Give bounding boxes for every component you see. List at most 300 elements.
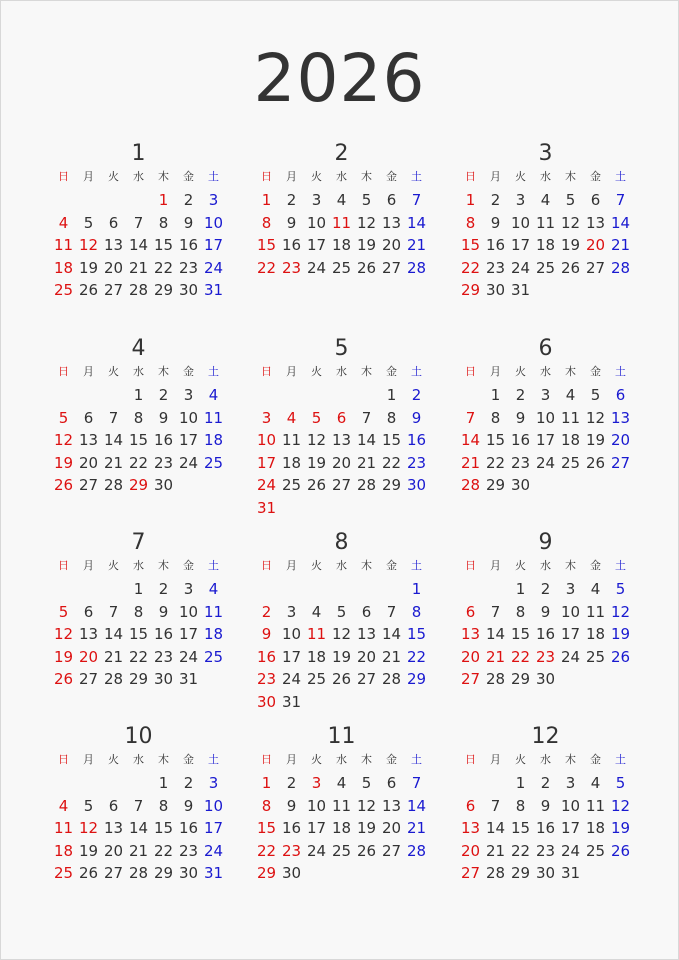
day-cell: 12 [610, 602, 631, 621]
day-cell: 27 [460, 864, 481, 883]
day-cell: 15 [485, 431, 506, 450]
day-cell: 18 [203, 431, 224, 450]
day-cell: 2 [515, 386, 526, 404]
day-cell: 21 [610, 236, 631, 255]
weekday-header [51, 556, 226, 576]
day-cell: 18 [585, 625, 606, 644]
day-cell: 7 [490, 796, 501, 815]
week-row [254, 429, 429, 452]
week-row [254, 474, 429, 497]
day-cell: 30 [535, 670, 556, 689]
day-cell: 9 [158, 408, 169, 427]
weekday-label: 土 [615, 170, 626, 183]
day-cell: 25 [585, 841, 606, 860]
weekday-label: 水 [133, 753, 144, 766]
weekday-label: 土 [615, 365, 626, 378]
day-cell: 1 [261, 774, 272, 792]
weekday-label: 金 [386, 753, 397, 766]
day-cell: 11 [53, 236, 74, 255]
day-cell: 8 [465, 213, 476, 232]
week-row [254, 578, 429, 601]
day-cell: 8 [261, 796, 272, 815]
month-title: 3 [538, 141, 553, 166]
day-cell: 14 [128, 236, 149, 255]
day-cell: 11 [331, 213, 352, 232]
day-cell: 2 [540, 580, 551, 598]
week-row [254, 668, 429, 691]
day-cell: 5 [83, 796, 94, 815]
weekday-label: 土 [208, 170, 219, 183]
day-cell: 22 [381, 453, 402, 472]
day-cell: 17 [560, 819, 581, 838]
empty-cell [329, 384, 354, 407]
weekday-header [254, 556, 429, 576]
day-cell: 15 [406, 625, 427, 644]
day-cell: 24 [560, 647, 581, 666]
week-row [458, 452, 633, 475]
day-cell: 15 [153, 236, 174, 255]
day-cell: 23 [153, 453, 174, 472]
day-cell: 14 [406, 213, 427, 232]
weekday-label: 水 [336, 559, 347, 572]
month-title: 11 [327, 724, 356, 749]
weekday-label: 金 [590, 365, 601, 378]
day-cell: 19 [53, 453, 74, 472]
week-row [254, 257, 429, 280]
weekday-label: 火 [311, 365, 322, 378]
weekday-label: 水 [336, 753, 347, 766]
day-cell: 17 [178, 431, 199, 450]
day-cell: 29 [381, 476, 402, 495]
month-block [254, 336, 429, 520]
day-cell: 10 [560, 602, 581, 621]
day-cell: 7 [411, 191, 422, 209]
week-row [51, 257, 226, 280]
day-cell: 15 [460, 236, 481, 255]
day-cell: 23 [510, 453, 531, 472]
month-title: 7 [131, 530, 146, 555]
day-cell: 20 [610, 431, 631, 450]
day-cell: 28 [610, 258, 631, 277]
day-cell: 8 [490, 408, 501, 427]
empty-cell [354, 384, 379, 407]
day-cell: 3 [261, 408, 272, 427]
day-cell: 4 [208, 580, 219, 598]
weekday-label: 月 [490, 559, 501, 572]
day-cell: 18 [331, 236, 352, 255]
day-cell: 15 [256, 236, 277, 255]
week-row [51, 601, 226, 624]
day-cell: 18 [53, 841, 74, 860]
weekday-label: 水 [540, 753, 551, 766]
day-cell: 14 [128, 819, 149, 838]
empty-cell [304, 578, 329, 601]
weekday-label: 水 [133, 559, 144, 572]
empty-cell [458, 772, 483, 795]
day-cell: 20 [585, 236, 606, 255]
weekday-label: 木 [565, 753, 576, 766]
week-row [254, 212, 429, 235]
day-cell: 10 [203, 213, 224, 232]
day-cell: 13 [103, 819, 124, 838]
day-cell: 15 [128, 431, 149, 450]
day-cell: 3 [183, 386, 194, 404]
weekday-label: 土 [411, 365, 422, 378]
weekday-label: 木 [158, 753, 169, 766]
empty-cell [76, 189, 101, 212]
weekday-label: 日 [465, 365, 476, 378]
day-cell: 10 [178, 602, 199, 621]
day-cell: 22 [256, 258, 277, 277]
day-cell: 12 [356, 796, 377, 815]
week-row [458, 840, 633, 863]
empty-cell [458, 384, 483, 407]
day-cell: 26 [356, 841, 377, 860]
day-cell: 30 [485, 281, 506, 300]
day-cell: 27 [78, 476, 99, 495]
day-cell: 23 [153, 647, 174, 666]
weekday-label: 火 [515, 559, 526, 572]
day-cell: 28 [128, 864, 149, 883]
day-cell: 12 [610, 796, 631, 815]
weekday-label: 金 [386, 170, 397, 183]
month-title: 5 [334, 336, 349, 361]
day-cell: 24 [281, 670, 302, 689]
weekday-label: 日 [261, 170, 272, 183]
weekday-label: 火 [515, 170, 526, 183]
day-cell: 24 [203, 841, 224, 860]
day-cell: 26 [78, 864, 99, 883]
day-cell: 22 [460, 258, 481, 277]
day-cell: 9 [540, 796, 551, 815]
weekday-label: 木 [361, 753, 372, 766]
weekday-label: 水 [133, 365, 144, 378]
day-cell: 16 [178, 236, 199, 255]
day-cell: 14 [610, 213, 631, 232]
day-cell: 26 [585, 453, 606, 472]
day-cell: 17 [306, 819, 327, 838]
day-cell: 30 [178, 281, 199, 300]
day-cell: 23 [178, 841, 199, 860]
day-cell: 6 [386, 774, 397, 792]
day-cell: 5 [361, 774, 372, 792]
day-cell: 31 [256, 498, 277, 517]
day-cell: 13 [460, 625, 481, 644]
day-cell: 30 [535, 864, 556, 883]
empty-cell [101, 772, 126, 795]
weekday-label: 月 [286, 753, 297, 766]
day-cell: 17 [203, 819, 224, 838]
day-cell: 31 [203, 864, 224, 883]
week-row [254, 601, 429, 624]
day-cell: 15 [128, 625, 149, 644]
day-cell: 1 [515, 580, 526, 598]
day-cell: 7 [361, 408, 372, 427]
day-cell: 28 [485, 670, 506, 689]
weekday-label: 月 [490, 365, 501, 378]
weekday-label: 日 [261, 559, 272, 572]
day-cell: 19 [356, 236, 377, 255]
day-cell: 19 [53, 647, 74, 666]
empty-cell [126, 772, 151, 795]
day-cell: 25 [585, 647, 606, 666]
week-row [458, 578, 633, 601]
day-cell: 17 [256, 453, 277, 472]
day-cell: 14 [381, 625, 402, 644]
month-block [458, 530, 633, 691]
empty-cell [279, 384, 304, 407]
week-row [254, 840, 429, 863]
day-cell: 26 [306, 476, 327, 495]
day-cell: 17 [281, 647, 302, 666]
weekday-label: 月 [83, 365, 94, 378]
day-cell: 11 [281, 431, 302, 450]
day-cell: 13 [610, 408, 631, 427]
weekday-header [254, 750, 429, 770]
day-cell: 26 [78, 281, 99, 300]
empty-cell [354, 578, 379, 601]
day-cell: 1 [133, 580, 144, 598]
day-cell: 8 [386, 408, 397, 427]
day-cell: 11 [53, 819, 74, 838]
day-cell: 27 [585, 258, 606, 277]
day-cell: 27 [460, 670, 481, 689]
day-cell: 5 [58, 602, 69, 621]
day-cell: 27 [381, 258, 402, 277]
weekday-label: 水 [336, 365, 347, 378]
day-cell: 21 [103, 647, 124, 666]
day-cell: 7 [108, 408, 119, 427]
day-cell: 2 [286, 774, 297, 792]
day-cell: 6 [465, 796, 476, 815]
weekday-header [458, 167, 633, 187]
day-cell: 4 [58, 796, 69, 815]
day-cell: 22 [406, 647, 427, 666]
week-row [51, 578, 226, 601]
month-block [254, 724, 429, 885]
month-title: 6 [538, 336, 553, 361]
day-cell: 2 [411, 386, 422, 404]
day-cell: 12 [306, 431, 327, 450]
day-cell: 5 [615, 774, 626, 792]
week-row [51, 646, 226, 669]
empty-cell [279, 578, 304, 601]
week-row [254, 452, 429, 475]
day-cell: 8 [158, 796, 169, 815]
day-cell: 28 [460, 476, 481, 495]
weekday-label: 火 [108, 170, 119, 183]
weekday-label: 水 [336, 170, 347, 183]
day-cell: 5 [565, 191, 576, 209]
day-cell: 27 [331, 476, 352, 495]
day-cell: 2 [540, 774, 551, 792]
day-cell: 7 [108, 602, 119, 621]
week-row [51, 623, 226, 646]
weekday-header [458, 362, 633, 382]
day-cell: 20 [460, 841, 481, 860]
weekday-label: 金 [590, 170, 601, 183]
day-cell: 6 [386, 191, 397, 209]
weekday-label: 火 [108, 365, 119, 378]
month-block [458, 336, 633, 497]
day-cell: 21 [128, 841, 149, 860]
day-cell: 16 [406, 431, 427, 450]
day-cell: 2 [158, 580, 169, 598]
week-row [458, 234, 633, 257]
day-cell: 9 [183, 213, 194, 232]
day-cell: 4 [58, 213, 69, 232]
week-row [51, 795, 226, 818]
day-cell: 9 [286, 796, 297, 815]
day-cell: 16 [510, 431, 531, 450]
day-cell: 6 [108, 796, 119, 815]
day-cell: 14 [460, 431, 481, 450]
day-cell: 5 [311, 408, 322, 427]
week-row [51, 452, 226, 475]
day-cell: 12 [78, 819, 99, 838]
weekday-label: 日 [58, 365, 69, 378]
week-row [458, 862, 633, 885]
day-cell: 8 [133, 602, 144, 621]
day-cell: 1 [133, 386, 144, 404]
weekday-label: 火 [108, 753, 119, 766]
day-cell: 11 [203, 408, 224, 427]
day-cell: 18 [203, 625, 224, 644]
week-row [458, 429, 633, 452]
week-row [254, 646, 429, 669]
empty-cell [458, 578, 483, 601]
day-cell: 11 [585, 602, 606, 621]
day-cell: 2 [183, 774, 194, 792]
day-cell: 13 [460, 819, 481, 838]
day-cell: 24 [560, 841, 581, 860]
empty-cell [483, 772, 508, 795]
day-cell: 1 [158, 191, 169, 209]
day-cell: 14 [485, 819, 506, 838]
day-cell: 1 [411, 580, 422, 598]
day-cell: 23 [535, 841, 556, 860]
weekday-label: 月 [286, 365, 297, 378]
week-row [254, 623, 429, 646]
day-cell: 19 [585, 431, 606, 450]
day-cell: 16 [535, 819, 556, 838]
day-cell: 18 [53, 258, 74, 277]
day-cell: 11 [560, 408, 581, 427]
day-cell: 21 [485, 841, 506, 860]
weekday-header [51, 750, 226, 770]
day-cell: 28 [103, 476, 124, 495]
day-cell: 30 [406, 476, 427, 495]
day-cell: 25 [535, 258, 556, 277]
day-cell: 19 [356, 819, 377, 838]
day-cell: 15 [153, 819, 174, 838]
day-cell: 14 [103, 431, 124, 450]
day-cell: 25 [53, 864, 74, 883]
day-cell: 21 [103, 453, 124, 472]
week-row [458, 795, 633, 818]
month-block [51, 141, 226, 302]
week-row [51, 862, 226, 885]
day-cell: 27 [356, 670, 377, 689]
week-row [51, 384, 226, 407]
day-cell: 25 [331, 258, 352, 277]
day-cell: 14 [103, 625, 124, 644]
day-cell: 18 [585, 819, 606, 838]
empty-cell [51, 384, 76, 407]
day-cell: 16 [535, 625, 556, 644]
weekday-label: 木 [565, 170, 576, 183]
week-row [458, 817, 633, 840]
week-row [254, 817, 429, 840]
day-cell: 31 [203, 281, 224, 300]
weekday-label: 水 [133, 170, 144, 183]
day-cell: 28 [103, 670, 124, 689]
day-cell: 22 [510, 647, 531, 666]
week-row [51, 407, 226, 430]
week-row [254, 862, 429, 885]
weekday-label: 月 [286, 170, 297, 183]
day-cell: 29 [510, 864, 531, 883]
day-cell: 7 [133, 796, 144, 815]
day-cell: 30 [256, 692, 277, 711]
empty-cell [76, 772, 101, 795]
empty-cell [483, 578, 508, 601]
day-cell: 8 [515, 796, 526, 815]
day-cell: 3 [286, 602, 297, 621]
day-cell: 29 [406, 670, 427, 689]
day-cell: 27 [78, 670, 99, 689]
day-cell: 19 [610, 625, 631, 644]
day-cell: 12 [78, 236, 99, 255]
day-cell: 29 [510, 670, 531, 689]
day-cell: 12 [331, 625, 352, 644]
day-cell: 25 [560, 453, 581, 472]
day-cell: 30 [178, 864, 199, 883]
day-cell: 14 [485, 625, 506, 644]
day-cell: 3 [540, 386, 551, 404]
day-cell: 10 [178, 408, 199, 427]
day-cell: 23 [281, 841, 302, 860]
day-cell: 9 [286, 213, 297, 232]
empty-cell [329, 578, 354, 601]
day-cell: 24 [306, 258, 327, 277]
weekday-header [51, 167, 226, 187]
day-cell: 5 [58, 408, 69, 427]
week-row [254, 189, 429, 212]
week-row [254, 772, 429, 795]
day-cell: 15 [381, 431, 402, 450]
weekday-label: 木 [158, 170, 169, 183]
week-row [51, 474, 226, 497]
day-cell: 5 [336, 602, 347, 621]
day-cell: 31 [510, 281, 531, 300]
week-row [458, 384, 633, 407]
weekday-label: 火 [515, 753, 526, 766]
day-cell: 4 [336, 191, 347, 209]
day-cell: 10 [256, 431, 277, 450]
day-cell: 29 [485, 476, 506, 495]
day-cell: 5 [83, 213, 94, 232]
weekday-label: 日 [58, 753, 69, 766]
weekday-label: 土 [615, 753, 626, 766]
day-cell: 8 [411, 602, 422, 621]
day-cell: 10 [203, 796, 224, 815]
day-cell: 4 [286, 408, 297, 427]
month-title: 9 [538, 530, 553, 555]
day-cell: 31 [281, 692, 302, 711]
weekday-label: 木 [565, 559, 576, 572]
week-row [458, 257, 633, 280]
